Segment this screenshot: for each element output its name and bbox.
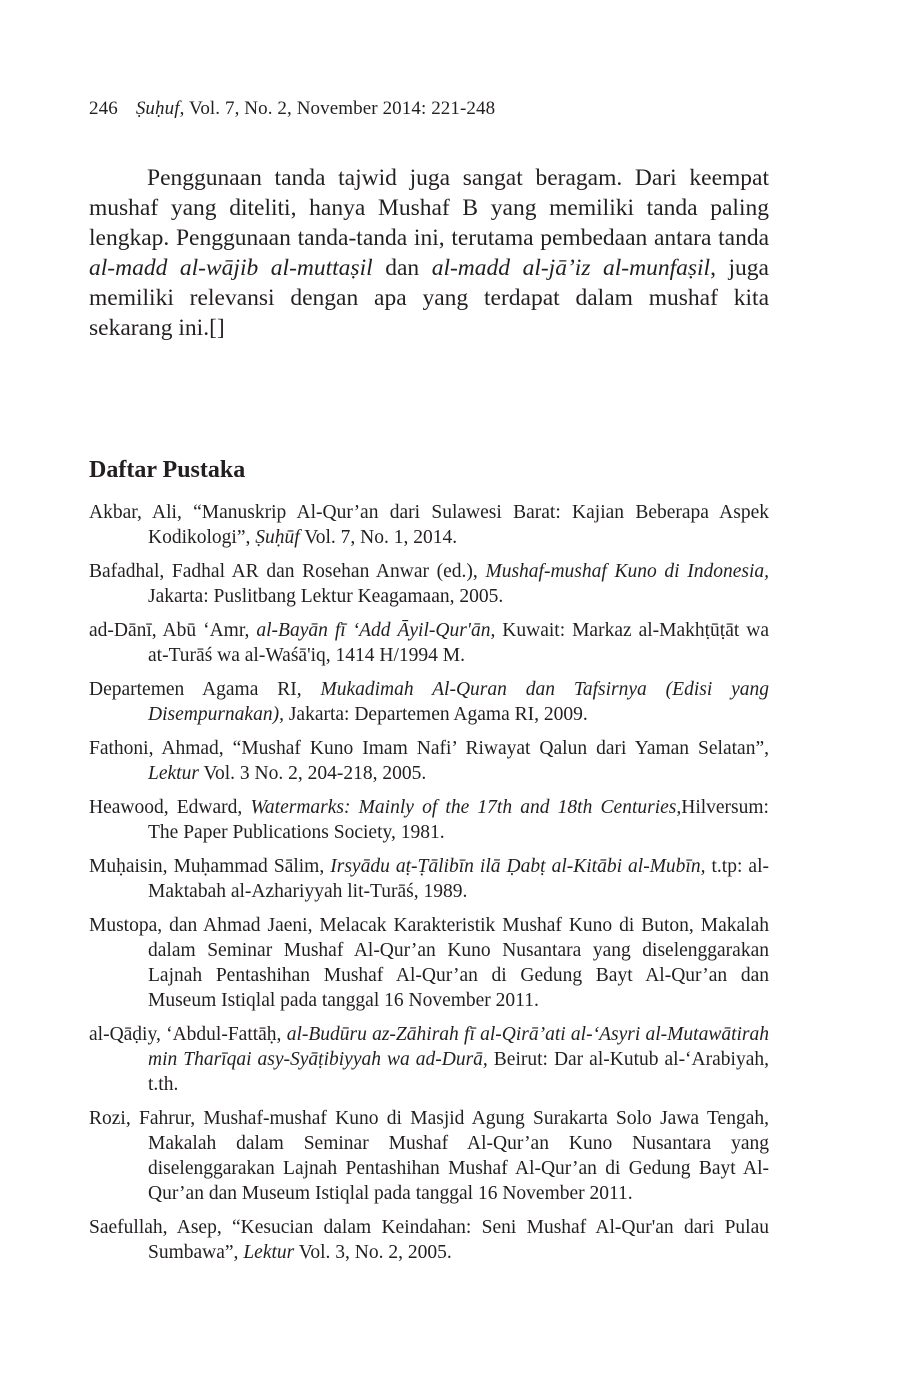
bibliography-entry <box>89 736 769 786</box>
italic-text-run: Irsyādu aṭ-Ṭālibīn ilā Ḍabṭ al-Kitābi al-Mubīn, <box>330 856 706 877</box>
text-run: dan <box>372 255 432 281</box>
text-run: Hilversum: The Paper Publications Society, 1981. <box>148 797 769 843</box>
bibliography-entry <box>89 913 769 1013</box>
running-head <box>89 98 495 120</box>
text-run: Jakarta: Puslitbang Lektur Keagamaan, 2005. <box>148 586 504 607</box>
text-run: Rozi, Fahrur, Mushaf-mushaf Kuno di Masjid Agung Surakarta Solo Jawa Tengah, Makalah dalam Seminar Mushaf Al-Qur’an Kuno Nusantara yang diselenggarakan Lajnah Pentashihan Mushaf Al-Qur’an di Gedung Bayt Al-Qur’an dan Museum Istiqlal pada tanggal 16 November 2011. <box>89 1108 769 1204</box>
italic-text-run: al-Bayān fī ‘Add Āyil-Qur'ān, <box>256 620 496 641</box>
journal-issue: , Vol. 7, No. 2, November 2014: 221-248 <box>179 98 496 119</box>
text-run: t.tp: al-Maktabah al-Azhariyyah lit-Turāś, 1989. <box>148 856 769 902</box>
text-run: Saefullah, Asep, “Kesucian dalam Keindahan: Seni Mushaf Al-Qur'an dari Pulau Sumbawa”, <box>89 1217 769 1263</box>
bibliography-entry <box>89 1022 769 1097</box>
bibliography-list <box>89 500 769 1274</box>
italic-text-run: Lektur <box>243 1242 295 1263</box>
text-run: ad-Dānī, Abū ‘Amr, <box>89 620 257 641</box>
italic-text-run: Watermarks: Mainly of the 17th and 18th Centuries, <box>250 797 682 818</box>
bibliography-entry <box>89 500 769 550</box>
text-run: Fathoni, Ahmad, “Mushaf Kuno Imam Nafi’ Riwayat Qalun dari Yaman Selatan”, <box>89 738 769 759</box>
journal-title: Ṣuḥuf <box>135 98 180 119</box>
bibliography-heading: Daftar Pustaka <box>89 457 246 483</box>
bibliography-entry <box>89 1106 769 1206</box>
bibliography-entry <box>89 559 769 609</box>
body-paragraph <box>89 163 769 343</box>
italic-text-run: Lektur <box>148 763 199 784</box>
italic-text-run: Mushaf-mushaf Kuno di Indonesia, <box>485 561 769 582</box>
page-number: 246 <box>89 98 118 119</box>
italic-text-run: Ṣuḥūf <box>255 527 300 548</box>
text-run: Beirut: Dar al-Kutub al-‘Arabiyah, t.th. <box>148 1049 769 1095</box>
text-run: Vol. 3 No. 2, 204-218, 2005. <box>198 763 427 784</box>
text-run: Vol. 7, No. 1, 2014. <box>299 527 458 548</box>
text-run: Departemen Agama RI, <box>89 679 321 700</box>
bibliography-entry <box>89 677 769 727</box>
italic-text-run: al-madd al-wājib al-muttaṣil <box>89 255 373 281</box>
text-run: Jakarta: Departemen Agama RI, 2009. <box>283 704 588 725</box>
text-run: Mustopa, dan Ahmad Jaeni, Melacak Karakteristik Mushaf Kuno di Buton, Makalah dalam Seminar Mushaf Al-Qur’an Kuno Nusantara yang diselenggarakan Lajnah Pentashihan Mushaf Al-Qur’an di Gedung Bayt Al-Qur’an dan Museum Istiqlal pada tanggal 16 November 2011. <box>89 915 769 1011</box>
text-run: Bafadhal, Fadhal AR dan Rosehan Anwar (ed.), <box>89 561 486 582</box>
bibliography-entry <box>89 795 769 845</box>
bibliography-entry <box>89 1215 769 1265</box>
text-run: , juga memiliki relevansi dengan apa yang terdapat dalam mushaf kita sekarang ini.[] <box>89 255 769 341</box>
bibliography-entry <box>89 618 769 668</box>
text-run: Vol. 3, No. 2, 2005. <box>294 1242 452 1263</box>
text-run: Muḥaisin, Muḥammad Sālim, <box>89 856 331 877</box>
text-run: Penggunaan tanda tajwid juga sangat beragam. Dari keempat mushaf yang diteliti, hanya Mushaf B yang memiliki tanda paling lengkap. Penggunaan tanda-tanda ini, terutama pembedaan antara tanda <box>89 165 769 251</box>
text-run: Akbar, Ali, “Manuskrip Al-Qur’an dari Sulawesi Barat: Kajian Beberapa Aspek Kodikologi”, <box>89 502 769 548</box>
italic-text-run: al-Budūru az-Zāhirah fī al-Qirā’ati al-‘Asyri al-Mutawātirah min Tharīqai asy-Syāṭibiyyah wa ad-Durā, <box>148 1024 769 1070</box>
italic-text-run: al-madd al-jā’iz al-munfaṣil <box>431 255 711 281</box>
italic-text-run: Mukadimah Al-Quran dan Tafsirnya (Edisi yang Disempurnakan), <box>148 679 770 725</box>
text-run: Kuwait: Markaz al-Makhṭūṭāt wa at-Turāś wa al-Waśā'iq, 1414 H/1994 M. <box>148 620 769 666</box>
text-run: Heawood, Edward, <box>89 797 251 818</box>
bibliography-entry <box>89 854 769 904</box>
text-run: al-Qāḍiy, ‘Abdul-Fattāḥ, <box>89 1024 287 1045</box>
